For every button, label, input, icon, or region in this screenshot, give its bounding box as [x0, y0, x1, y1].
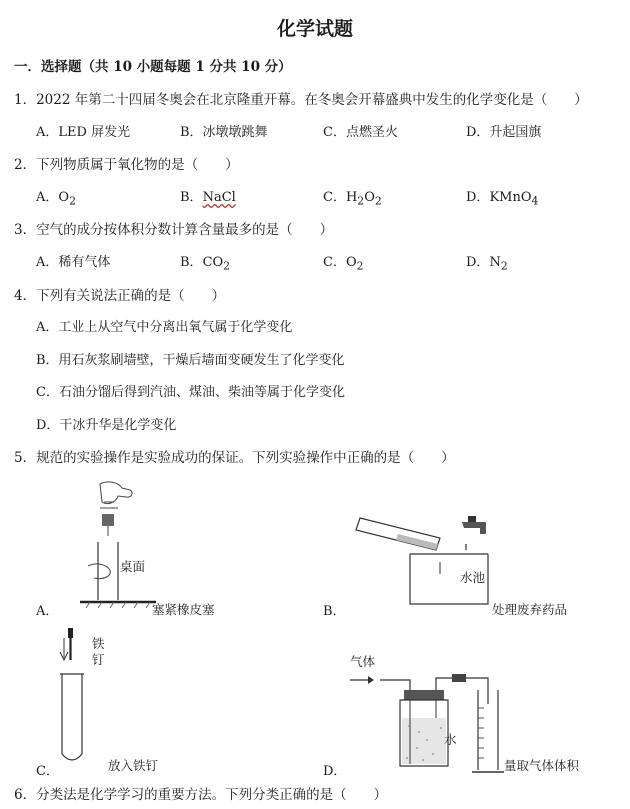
figure-a-caption: 塞紧橡皮塞: [152, 602, 215, 617]
q4-option-c[interactable]: C．石油分馏后得到汽油、煤油、柴油等属于化学变化: [36, 385, 345, 400]
figure-b-sink-diagram: [340, 508, 500, 618]
question-6-stem: 6．分类法是化学学习的重要方法。下列分类正确的是（ ）: [14, 787, 388, 803]
figure-a-desk-label: 桌面: [120, 559, 146, 574]
q2-option-d[interactable]: D．KMnO$_4$: [466, 190, 539, 208]
q4-option-a[interactable]: A．工业上从空气中分离出氧气属于化学变化: [36, 320, 293, 335]
section-heading: 一．选择题（共 10 小题每题 1 分共 10 分）: [14, 59, 292, 75]
question-5-stem: 5．规范的实验操作是实验成功的保证。下列实验操作中正确的是（ ）: [14, 450, 455, 466]
question-2-stem: 2．下列物质属于氧化物的是（ ）: [14, 157, 239, 173]
q3-option-d[interactable]: D．$N_2$: [466, 255, 508, 273]
figure-c-caption: 放入铁钉: [108, 758, 159, 773]
figure-c-nail-label-2: 钉: [92, 652, 105, 667]
figure-b-caption: 处理废弃药品: [492, 602, 568, 617]
q1-option-a[interactable]: A．LED 屏发光: [36, 125, 131, 140]
question-1-stem: 1．2022 年第二十四届冬奥会在北京隆重开幕。在冬奥会开幕盛典中发生的化学变化是（ ）: [14, 92, 588, 108]
figure-c-nail-label-1: 铁: [92, 636, 105, 651]
figure-d-water-label: 水: [444, 732, 457, 747]
q4-option-b[interactable]: B．用石灰浆刷墙壁，干燥后墙面变硬发生了化学变化: [36, 353, 345, 368]
figure-d-caption: 量取气体体积: [504, 758, 580, 773]
q5-option-d[interactable]: D．: [323, 764, 347, 779]
q1-option-c[interactable]: C．点燃圣火: [323, 125, 398, 140]
q3-option-a[interactable]: A．稀有气体: [36, 255, 111, 270]
question-4-stem: 4．下列有关说法正确的是（ ）: [14, 288, 226, 304]
q5-option-a[interactable]: A．: [36, 604, 59, 619]
figure-d-gas-label: 气体: [350, 654, 376, 669]
q4-option-d[interactable]: D．干冰升华是化学变化: [36, 418, 177, 433]
figure-d-gas-collection-diagram: [346, 668, 506, 776]
q1-option-d[interactable]: D．升起国旗: [466, 125, 542, 140]
q2-option-c[interactable]: C．$H_2O_2$: [323, 190, 382, 208]
q5-option-c[interactable]: C．: [36, 764, 59, 779]
q2-option-a[interactable]: A．$O_2$: [36, 190, 76, 208]
q2-option-b[interactable]: B．NaCl: [180, 190, 236, 205]
q3-option-c[interactable]: C．$O_2$: [323, 255, 364, 273]
figure-a-stopper-diagram: [60, 478, 170, 618]
figure-b-sink-label: 水池: [460, 570, 486, 585]
question-3-stem: 3．空气的成分按体积分数计算含量最多的是（ ）: [14, 222, 334, 238]
q5-option-b[interactable]: B．: [323, 604, 346, 619]
q1-option-b[interactable]: B．冰墩墩跳舞: [180, 125, 268, 140]
q3-option-b[interactable]: B．$CO_2$: [180, 255, 231, 273]
page-title: 化学试题: [276, 18, 353, 40]
